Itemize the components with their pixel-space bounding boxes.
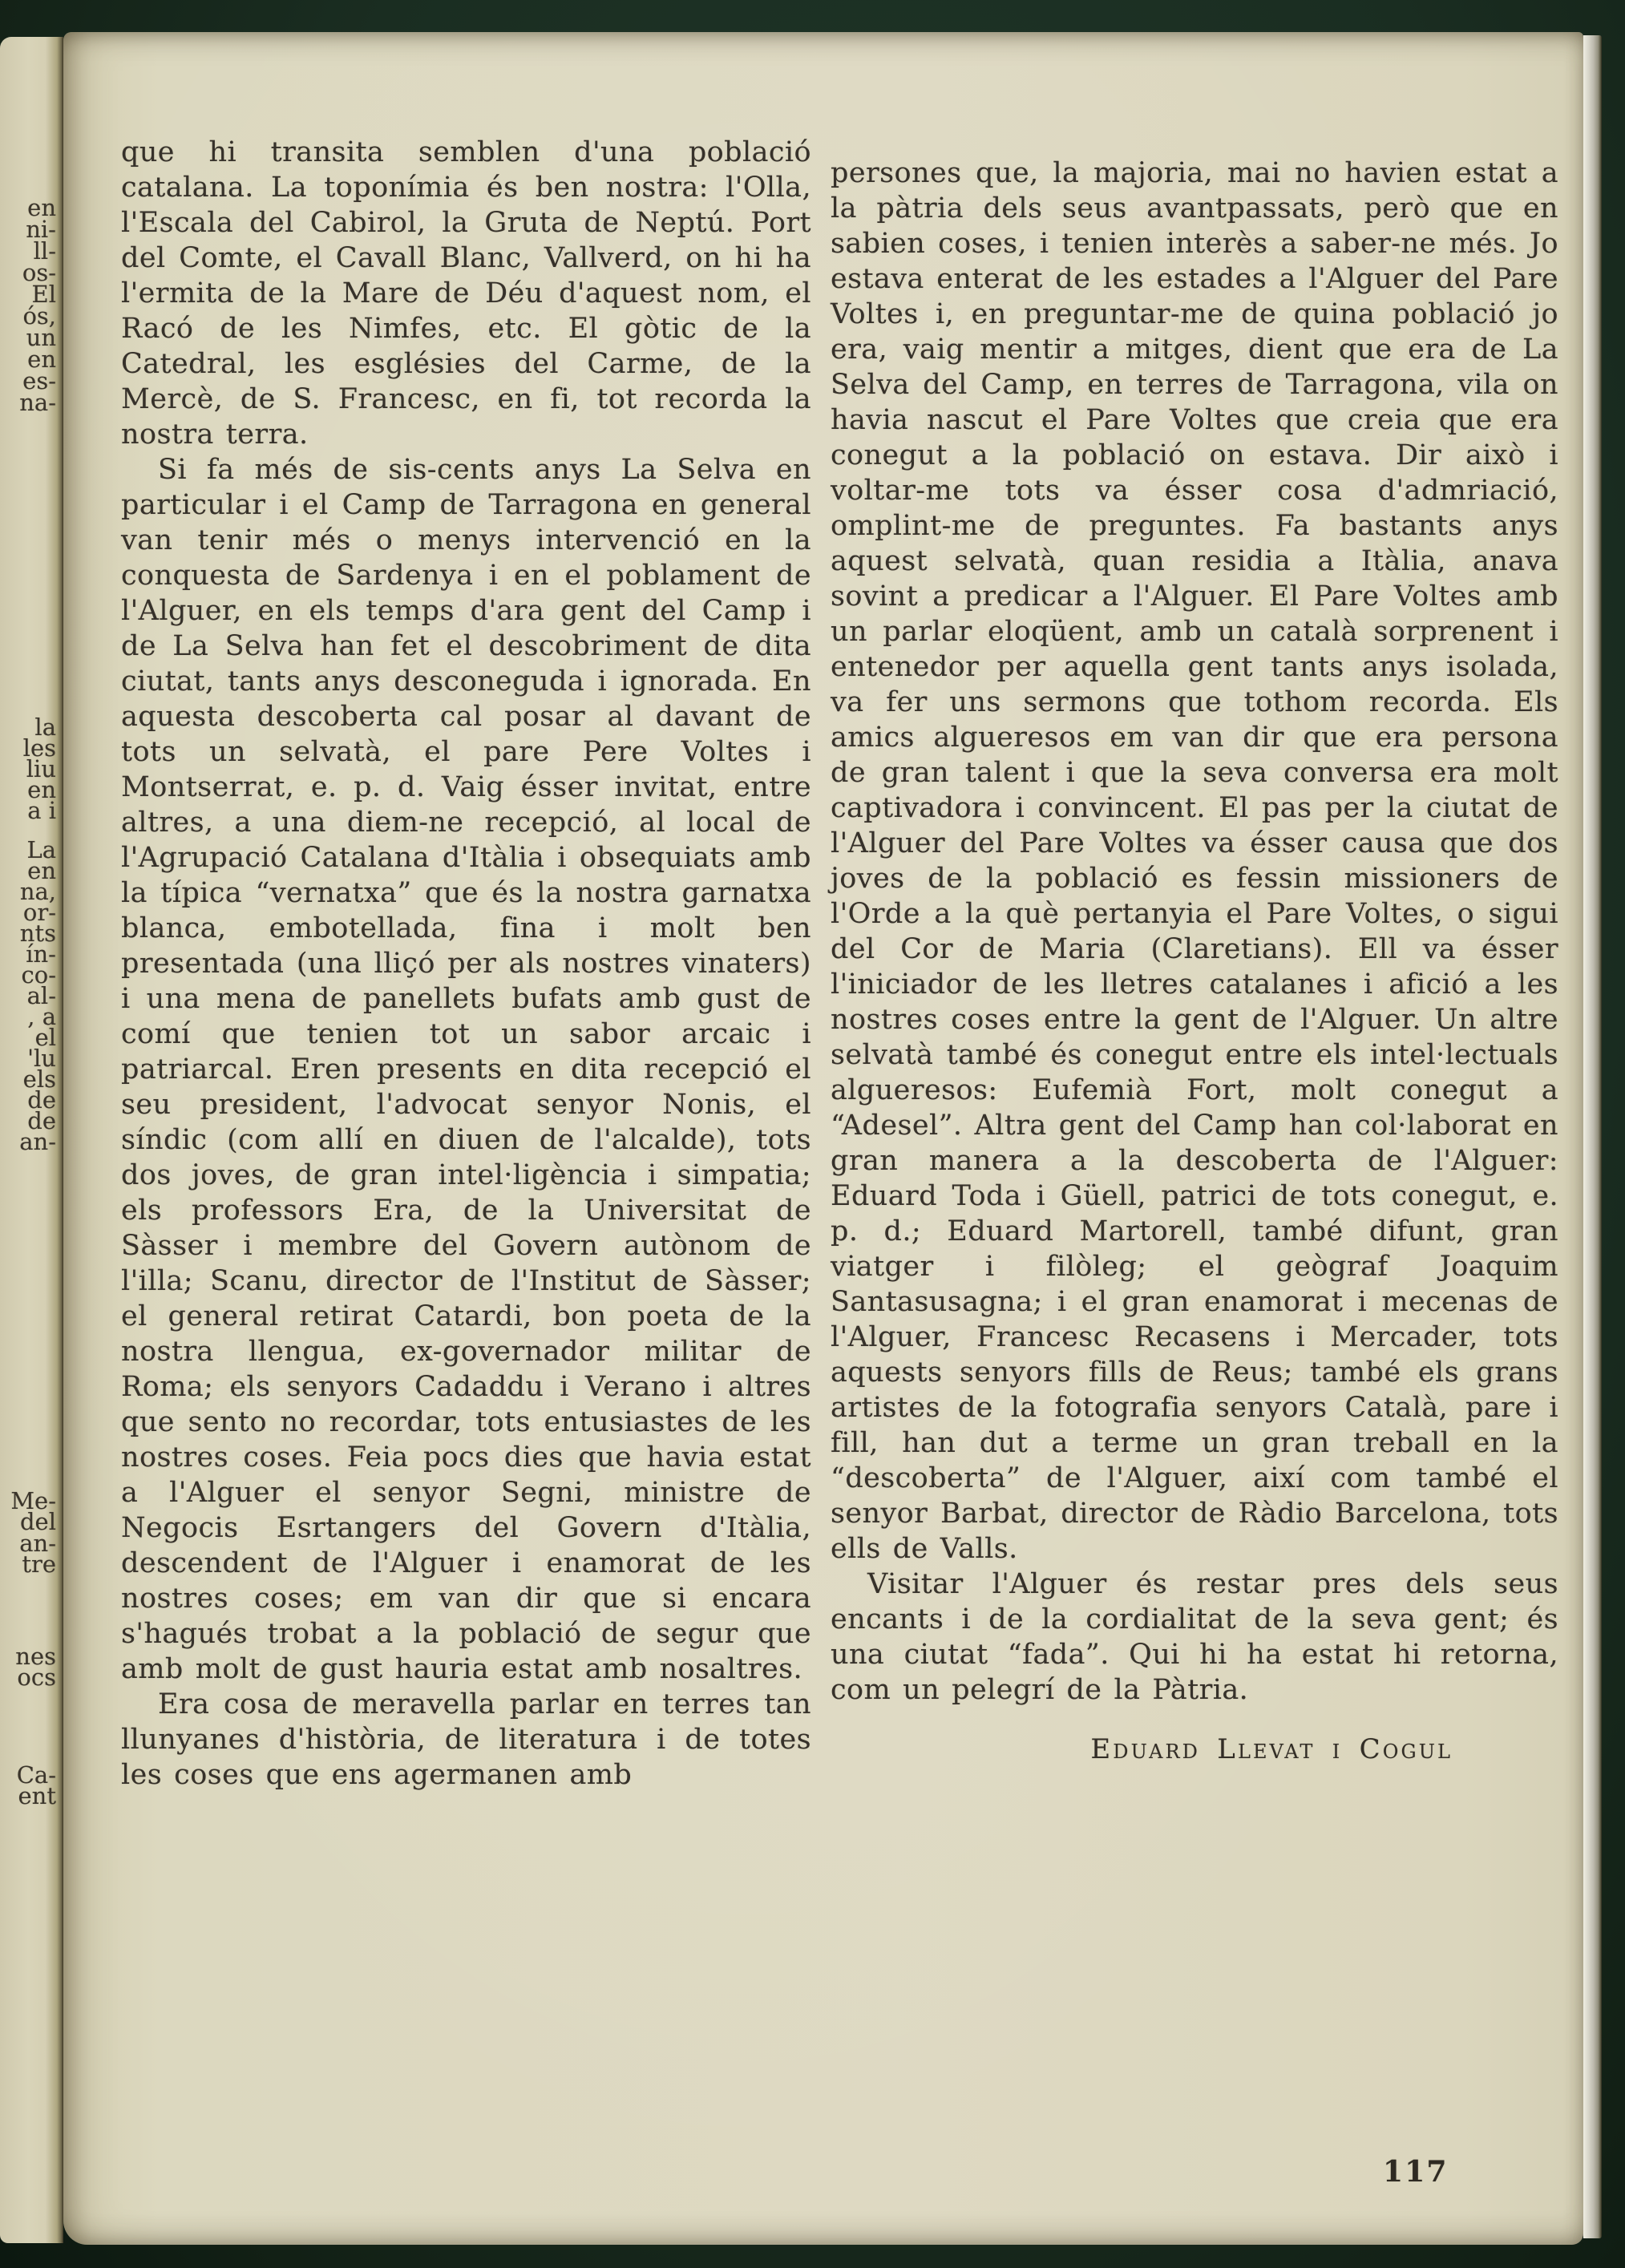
- facing-page-text-fragment: os-: [22, 259, 56, 286]
- facing-page-text-fragment: del: [19, 1508, 56, 1535]
- author-signature: Eduard Llevat i Cogul: [1090, 1733, 1453, 1765]
- text-column-right: [831, 156, 1558, 1767]
- facing-page-text-fragment: en: [27, 776, 56, 803]
- paragraph: persones que, la majoria, mai no havien estat a la pàtria dels seus avantpassats, però que en sabien coses, i tenien interès a saber-ne més. Jo estava enterat de les estades a l'Alguer del Pare Voltes i, en preguntar-me de quina població jo era, vaig mentir a mitges, dient que era de La Selva del Camp, en terres de Tarragona, vila on havia nascut el Pare Voltes que creia que era conegut a la població on estava. Dir això i voltar-me tots va ésser cosa d'admriació, omplint-me de preguntes. Fa bastants anys aquest selvatà, quan residia a Itàlia, anava sovint a predicar a l'Alguer. El Pare Voltes amb un parlar eloqüent, amb un català sorprenent i entenedor per aquella gent tants anys isolada, va fer uns sermons que tothom recorda. Els amics algueresos em van dir que era persona de gran talent i que la seva conversa era molt captivadora i convincent. El pas per la ciutat de l'Alguer del Pare Voltes va ésser causa que dos joves de la població es fessin missioners de l'Orde a la què pertanyia el Pare Voltes, o sigui del Cor de Maria (Claretians). Ell va ésser l'iniciador de les lletres catalanes i afició a les nostres coses entre la gent de l'Alguer. Un altre selvatà també és conegut entre els intel·lectuals algueresos: Eufemià Fort, molt conegut a “Adesel”. Altra gent del Camp han col·laborat en gran manera a la descoberta de l'Alguer: Eduard Toda i Güell, patrici de tots conegut, e. p. d.; Eduard Martorell, també difunt, gran viatger i filòleg; el geògraf Joaquim Santasusagna; i el gran enamorat i mecenas de l'Alguer, Francesc Recasens i Mercader, tots aquests senyors fills de Reus; també els grans artistes de la fotografia senyors Català, pare i fill, han dut a terme un gran treball en la “descoberta” de l'Alguer, així com també el senyor Barbat, director de Ràdio Barcelona, tots ells de Valls.: [831, 157, 1559, 1565]
- facing-page-text-fragment: al-: [26, 982, 56, 1009]
- facing-page-text-fragment: les: [22, 734, 56, 762]
- book-page: [63, 32, 1583, 2245]
- facing-page-text-fragment: Ca-: [16, 1761, 56, 1789]
- facing-page-text-fragment: un: [26, 324, 56, 351]
- facing-page-text-fragment: El: [31, 281, 56, 308]
- facing-page-text-fragment: de: [27, 1107, 56, 1134]
- text-column-left: [121, 135, 811, 1793]
- facing-page-text-fragment: na,: [19, 878, 56, 905]
- facing-page-text-fragment: na-: [19, 389, 56, 416]
- facing-page-text-fragment: liu: [26, 755, 56, 782]
- facing-page-text-fragment: el: [34, 1024, 56, 1051]
- facing-page-text-fragment: els: [22, 1065, 56, 1093]
- facing-page-text-fragment: ll-: [33, 237, 56, 265]
- paragraph: Si fa més de sis-cents anys La Selva en particular i el Camp de Tarragona en general van tenir més o menys intervenció en la conquesta de Sardenya i en el poblament de l'Alguer, en els temps d'ara gent del Camp i de La Selva han fet el descobriment de dita ciutat, tants anys desconeguda i ignorada. En aquesta descoberta cal posar al davant de tots un selvatà, el pare Pere Voltes i Montserrat, e. p. d. Vaig ésser invitat, entre altres, a una diem-ne recepció, al local de l'Agrupació Catalana d'Itàlia i obsequiats amb la típica “vernatxa” que és la nostra garnatxa blanca, embotellada, fina i molt ben presentada (una lliçó per als nostres vinaters) i una mena de panellets bufats amb gust de comí que tenien tot un sabor arcaic i patriarcal. Eren presents en dita recepció el seu president, l'advocat senyor Nonis, el síndic (com allí en diuen de l'alcalde), tots dos joves, de gran intel·ligència i simpatia; els professors Era, de la Universitat de Sàsser i membre del Govern autònom de l'illa; Scanu, director de l'Institut de Sàsser; el general retirat Catardi, bon poeta de la nostra llengua, ex-governador militar de Roma; els senyors Cadaddu i Verano i altres que sento no recordar, tots entusiastes de les nostres coses. Feia pocs dies que havia estat a l'Alguer el senyor Segni, ministre de Negocis Esrtangers del Govern d'Itàlia, descendent de l'Alguer i enamorat de les nostres coses; em van dir que si encara s'hagués trobat a la població de segur que amb molt de gust hauria estat amb nosaltres.: [121, 454, 811, 1685]
- facing-page-edge: [0, 37, 63, 2243]
- facing-page-text-fragment: an-: [19, 1530, 56, 1557]
- facing-page-text-fragment: , a: [27, 1003, 56, 1030]
- facing-page-text-fragment: ós,: [22, 302, 56, 329]
- facing-page-text-fragment: nes: [15, 1643, 56, 1670]
- facing-page-text-fragment: ocs: [17, 1664, 56, 1691]
- facing-page-text-fragment: ín-: [26, 940, 56, 968]
- facing-page-text-fragment: es-: [22, 367, 56, 394]
- page-number: 117: [1383, 2155, 1449, 2189]
- paragraph: Era cosa de meravella parlar en terres tan llunyanes d'història, de literatura i de totes les coses que ens agermanen amb: [121, 1688, 811, 1791]
- facing-page-text-fragment: la: [34, 714, 56, 741]
- facing-page-text-fragment: ent: [18, 1782, 56, 1809]
- facing-page-text-fragment: en: [27, 857, 56, 884]
- paragraph: que hi transita semblen d'una població catalana. La toponímia és ben nostra: l'Olla, l'Escala del Cabirol, la Gruta de Neptú. Port del Comte, el Cavall Blanc, Vallverd, on hi ha l'ermita de la Mare de Déu d'aquest nom, el Racó de les Nimfes, etc. El gòtic de la Catedral, les esglésies del Carme, de la Mercè, de S. Francesc, en fi, tot recorda la nostra terra.: [121, 136, 811, 451]
- facing-page-text-fragment: en: [27, 194, 56, 221]
- facing-page-text-fragment: co-: [21, 961, 56, 988]
- facing-page-text-fragment: an-: [19, 1128, 56, 1155]
- facing-page-text-fragment: tre: [22, 1550, 56, 1578]
- facing-page-text-fragment: en: [27, 346, 56, 373]
- facing-page-text-fragment: Me-: [10, 1487, 56, 1514]
- facing-page-text-fragment: a i: [27, 797, 56, 824]
- facing-page-text-fragment: La: [26, 836, 56, 863]
- facing-page-text-fragment: or-: [22, 899, 56, 926]
- facing-page-text-fragment: nts: [19, 920, 56, 947]
- paragraph: Visitar l'Alguer és restar pres dels seus encants i de la cordialitat de la seva gent; és una ciutat “fada”. Qui hi ha estat hi retorna, com un pelegrí de la Pàtria.: [831, 1568, 1558, 1706]
- facing-page-text-fragment: de: [27, 1086, 56, 1114]
- facing-page-text-fragment: ni-: [26, 216, 56, 243]
- facing-page-text-fragment: 'lu: [27, 1045, 56, 1072]
